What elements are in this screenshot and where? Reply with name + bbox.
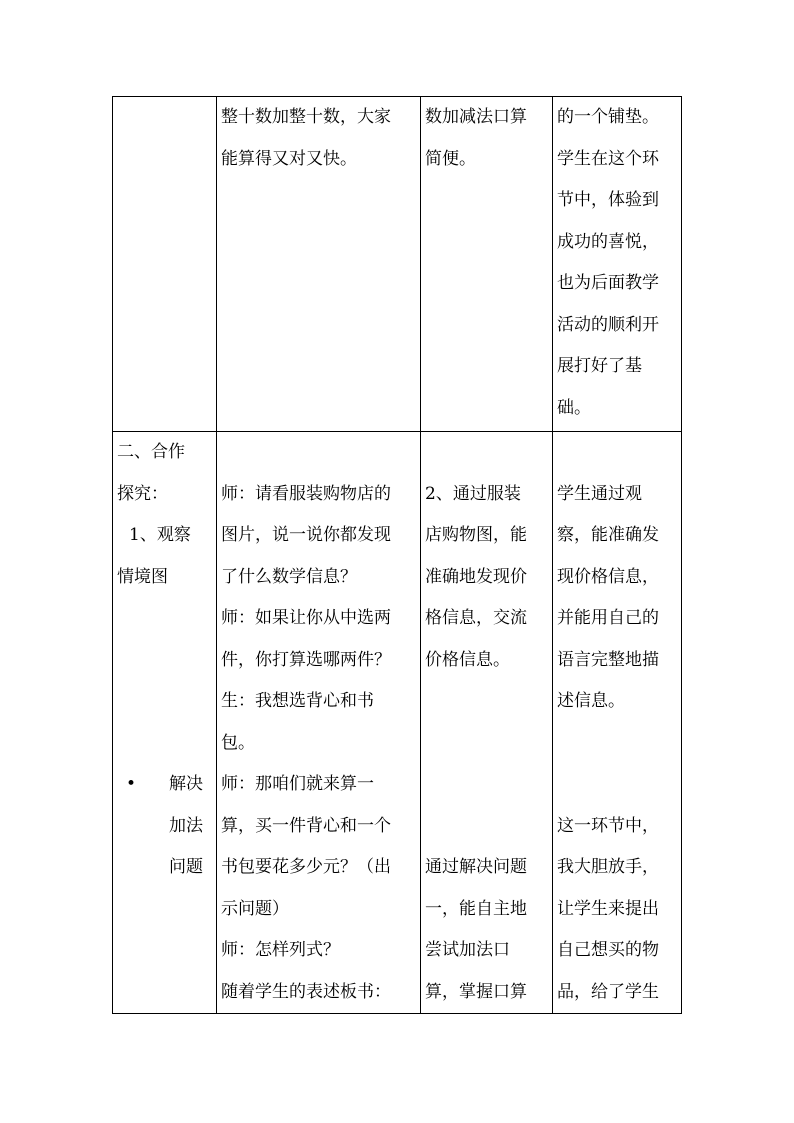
text-line: 师：如果让你从中选两	[221, 608, 391, 628]
text-line: 这一环节中，	[557, 815, 659, 836]
text-line: 算，买一件背心和一个	[221, 815, 391, 836]
text-line: 随着学生的表述板书：	[221, 981, 391, 1002]
text-line: 展打好了基	[557, 356, 642, 376]
text-line: 书包要花多少元？（出	[221, 857, 391, 877]
objective-cell	[421, 432, 553, 1014]
text-line: 生：我想选背心和书	[221, 691, 374, 711]
text-line: 价格信息。	[425, 649, 510, 670]
table-row	[113, 97, 682, 432]
text-line: 图片，说一说你都发现	[221, 525, 391, 545]
bullet-text: 加法	[169, 815, 203, 836]
design-intent-cell	[553, 97, 682, 432]
stage-title: 二、合作	[117, 442, 185, 462]
text-line: 师：那咱们就来算一	[221, 774, 374, 794]
text-line: 算，掌握口算	[425, 981, 527, 1002]
text-line: 察，能准确发	[557, 525, 659, 545]
text-line: 店购物图，能	[425, 525, 527, 545]
spacer	[425, 723, 548, 765]
text-line: 学生在这个环	[557, 148, 659, 169]
text-line: 自己想买的物	[557, 940, 659, 960]
stage-cell	[113, 432, 217, 1014]
text-line: 并能用自己的	[557, 608, 659, 628]
text-line: 我大胆放手，	[557, 857, 659, 877]
spacer	[557, 764, 677, 806]
text-line: 让学生来提出	[557, 898, 659, 919]
teacher-activity-cell	[217, 97, 421, 432]
text-line: 示问题）	[221, 898, 289, 919]
text-line: 师：怎样列式？	[221, 940, 340, 960]
text-line: 学生通过观	[557, 483, 642, 504]
text-line: 一，能自主地	[425, 898, 527, 919]
objective-cell	[421, 97, 553, 432]
teacher-activity-cell	[217, 432, 421, 1014]
text-line: 了什么数学信息？	[221, 566, 357, 587]
stage-cell	[113, 97, 217, 432]
design-intent-cell	[553, 432, 682, 1014]
spacer	[557, 432, 677, 474]
spacer	[425, 806, 548, 848]
step-label: 情境图	[117, 566, 168, 587]
text-line: 活动的顺利开	[557, 314, 659, 335]
text-line: 能算得又对又快。	[221, 148, 357, 169]
text-line: 尝试加法口	[425, 940, 510, 960]
text-line: 师：请看服装购物店的	[221, 483, 391, 504]
text-line: 通过解决问题	[425, 857, 527, 877]
text-line: 品，给了学生	[557, 981, 659, 1002]
text-line: 也为后面教学	[557, 273, 659, 293]
text-line: 件，你打算选哪两件？	[221, 649, 391, 670]
spacer	[221, 432, 416, 474]
text-line: 成功的喜悦，	[557, 231, 659, 252]
text-line: 础。	[557, 397, 591, 418]
text-line: 的一个铺垫。	[557, 107, 659, 127]
spacer	[425, 681, 548, 723]
lesson-plan-table	[112, 96, 682, 1014]
bullet-text: 解决	[169, 774, 203, 794]
text-line: 述信息。	[557, 691, 625, 711]
spacer	[425, 764, 548, 806]
spacer	[557, 723, 677, 765]
bullet-item	[117, 764, 212, 889]
bullet-icon: •	[125, 774, 137, 794]
stage-title: 探究：	[117, 483, 168, 504]
table-row	[113, 432, 682, 1014]
text-line: 准确地发现价	[425, 566, 527, 587]
text-line: 数加减法口算	[425, 107, 527, 127]
spacer	[425, 432, 548, 474]
text-line: 包。	[221, 732, 255, 753]
text-line: 简便。	[425, 148, 476, 169]
text-line: 整十数加整十数，大家	[221, 107, 391, 127]
text-line: 格信息，交流	[425, 608, 527, 628]
text-line: 语言完整地描	[557, 649, 659, 670]
text-line: 现价格信息，	[557, 566, 659, 587]
bullet-text: 问题	[169, 857, 203, 877]
text-line: 2、通过服装	[425, 483, 521, 504]
step-label: 1、观察	[129, 525, 191, 545]
text-line: 节中，体验到	[557, 190, 659, 210]
